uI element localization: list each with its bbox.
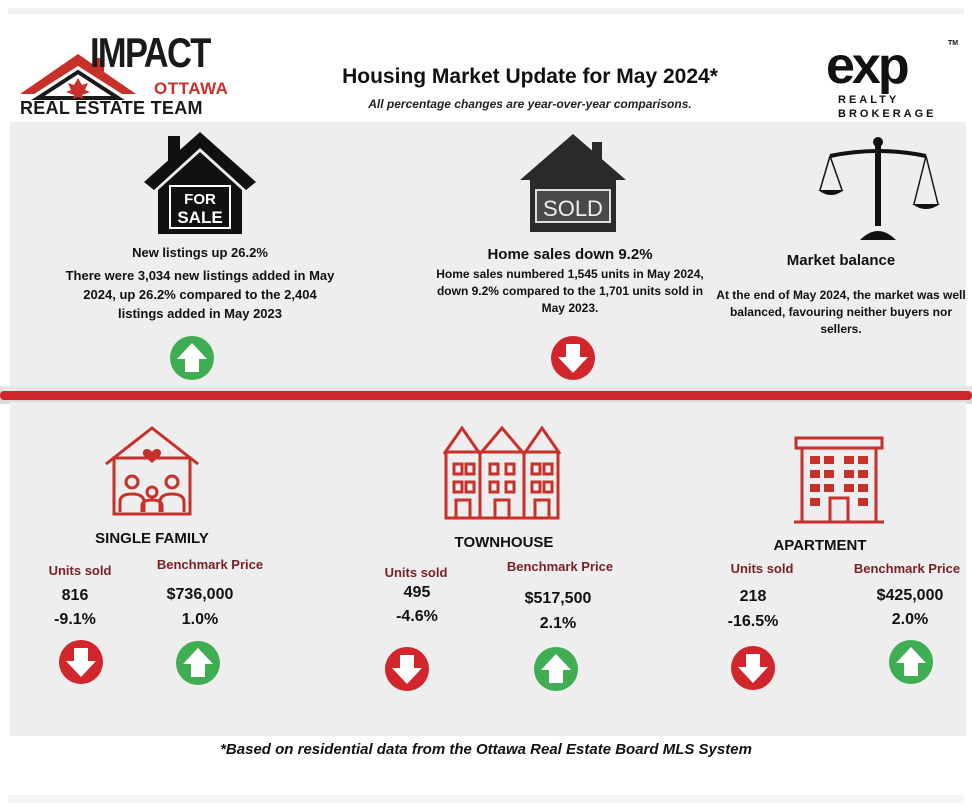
townhouse-price-value: $517,500 [524,590,592,607]
apartment-units-label: Units sold [730,561,794,576]
header [0,0,972,122]
apartment-building-icon [792,434,886,524]
listings-heading: New listings up 26.2% [132,245,268,260]
listings-block [60,244,340,323]
arrow-up-icon [169,335,215,381]
townhouse-units-value: 495 [403,584,431,601]
single-family-benchmark-label: Benchmark Price [156,557,264,572]
scales-icon [816,136,940,242]
townhouse-price-arrow-up-icon [533,646,579,692]
sign-for-text: FOR [184,191,216,208]
section-divider [0,391,972,400]
apartment-benchmark-label: Benchmark Price [853,561,961,576]
logo-realty-text: REALTY [838,94,900,106]
page-subtitle: All percentage changes are year-over-year comparisons. [368,97,692,111]
single-family-units-value: 816 [61,587,89,604]
single-family-units-change: -9.1% [54,611,96,628]
apartment-price-arrow-up-icon [888,639,934,685]
apartment-units-value: 218 [739,588,767,605]
apartment-units-change: -16.5% [727,613,779,630]
apartment-title: APARTMENT [773,537,867,554]
family-house-icon [102,424,202,518]
logo-impact-text: IMPACT [90,29,210,76]
arrow-down-icon [550,335,596,381]
sold-house-icon [518,132,628,234]
single-family-units-label: Units sold [48,563,112,578]
listings-body: There were 3,034 new listings added in May 2024, up 26.2% compared to the 2,404 listings added in May 2023 [65,268,335,321]
single-family-price-value: $736,000 [166,586,234,603]
townhouse-price-change: 2.1% [539,615,577,632]
townhouse-units-label: Units sold [384,565,448,580]
bottom-stripe [8,795,964,803]
single-family-price-arrow-up-icon [175,640,221,686]
page-title: Housing Market Update for May 2024* [342,65,718,88]
logo-ottawa-text: OTTAWA [154,79,229,98]
balance-heading: Market balance [786,252,896,269]
logo-team-text: REAL ESTATE TEAM [20,98,203,118]
balance-block [716,252,966,338]
townhouse-units-arrow-down-icon [384,646,430,692]
sales-block [428,246,712,317]
single-family-title: SINGLE FAMILY [95,530,209,547]
exp-realty-logo [826,37,962,126]
sign-sale-text: SALE [177,208,223,227]
sales-heading: Home sales down 9.2% [487,246,653,263]
single-family-price-change: 1.0% [181,611,219,628]
balance-body: At the end of May 2024, the market was well balanced, favouring neither buyers nor sellers. [716,288,966,336]
logo-exp-text: exp [826,37,907,95]
apartment-price-change: 2.0% [891,611,929,628]
apartment-units-arrow-down-icon [730,645,776,691]
impact-ottawa-logo [18,30,230,122]
sign-sold-text: SOLD [543,196,603,221]
logo-tm-text: TM [948,40,959,47]
townhouse-icon [440,424,564,522]
top-stripe [8,8,964,14]
single-family-units-arrow-down-icon [58,639,104,685]
apartment-price-value: $425,000 [876,587,944,604]
logo-brokerage-text: BROKERAGE [838,108,937,120]
townhouse-units-change: -4.6% [396,608,438,625]
sales-body: Home sales numbered 1,545 units in May 2024, down 9.2% compared to the 1,701 units sold in May 2023. [436,267,704,315]
for-sale-house-icon [142,130,258,236]
townhouse-benchmark-label: Benchmark Price [506,559,614,574]
footnote: *Based on residential data from the Ottawa Real Estate Board MLS System [220,741,752,758]
townhouse-title: TOWNHOUSE [454,534,554,551]
